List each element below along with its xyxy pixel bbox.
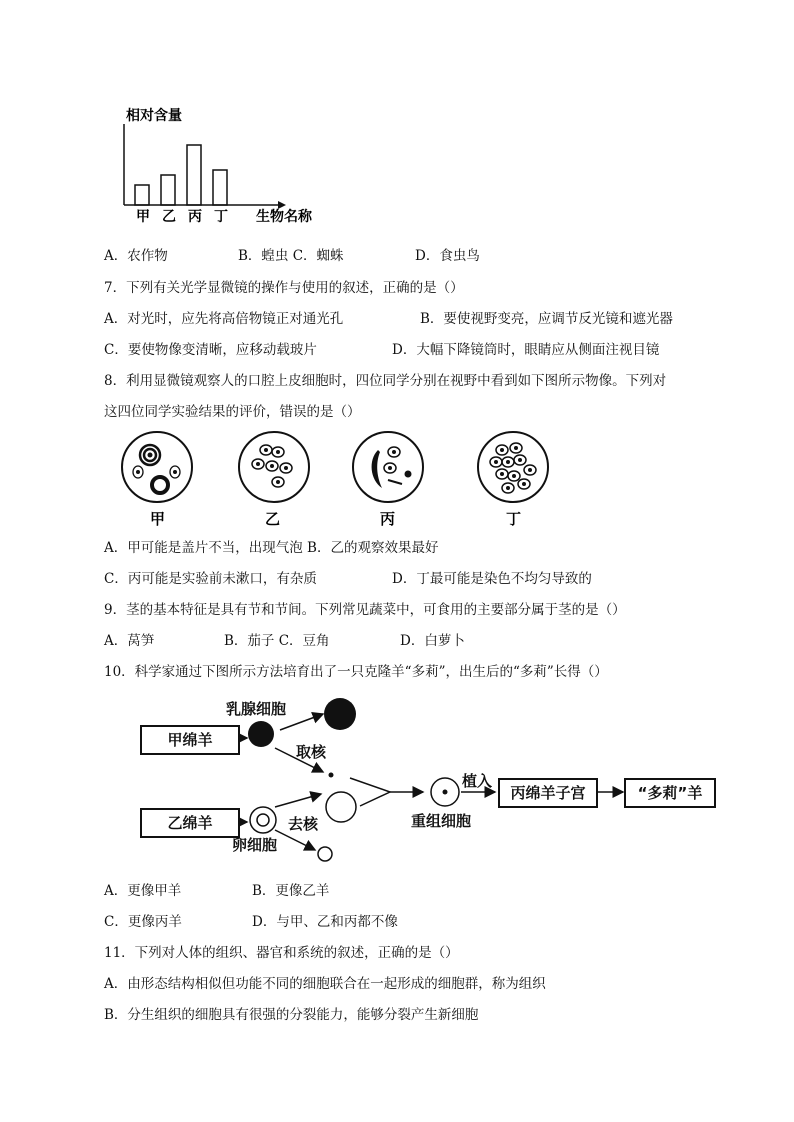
enucleated-egg xyxy=(326,792,356,822)
q8-option-d: D．丁最可能是染色不均匀导致的 xyxy=(392,571,592,587)
q9-option-bc: B．茄子 C．豆角 xyxy=(224,633,330,649)
label-remove-nucleus: 去核 xyxy=(288,815,319,833)
label-egg-cell: 卵细胞 xyxy=(232,836,278,854)
q6-option-bc: B．蝗虫 C．蜘蛛 xyxy=(238,248,344,264)
sheep-b-box: 乙绵羊 xyxy=(140,808,240,838)
q8-stem-line1: 8．利用显微镜观察人的口腔上皮细胞时，四位同学分别在视野中看到如下图所示物像。下列对 xyxy=(104,373,667,389)
q6-option-d: D．食虫鸟 xyxy=(415,248,480,264)
bar-1 xyxy=(161,175,175,205)
q7-option-b: B．要使视野变亮，应调节反光镜和遮光器 xyxy=(420,311,673,327)
sheep-a-box: 甲绵羊 xyxy=(140,725,240,755)
field-yi xyxy=(239,432,309,502)
q9-option-a: A．莴笋 xyxy=(104,633,155,649)
dolly-box: “多莉”羊 xyxy=(624,778,716,808)
y-axis-label: 相对含量 xyxy=(126,108,182,124)
x-axis-label: 生物名称 xyxy=(256,209,312,225)
label-recombined-cell: 重组细胞 xyxy=(411,812,472,830)
q10-stem: 10．科学家通过下图所示方法培育出了一只克隆羊“多莉”，出生后的“多莉”长得（） xyxy=(104,664,608,680)
label-take-nucleus: 取核 xyxy=(296,743,327,761)
field-label-ding: 丁 xyxy=(506,510,522,528)
label-mammary-cell: 乳腺细胞 xyxy=(226,700,287,718)
q9-option-d: D．白萝卜 xyxy=(400,633,465,649)
q10-option-b: B．更像乙羊 xyxy=(252,883,330,899)
field-label-jia: 甲 xyxy=(150,510,166,528)
q10-option-d: D．与甲、乙和丙都不像 xyxy=(252,914,398,930)
field-label-bing: 丙 xyxy=(380,510,396,528)
label-implant: 植入 xyxy=(462,772,493,790)
egg-cell xyxy=(250,807,276,833)
q9-stem: 9．茎的基本特征是具有节和节间。下列常见蔬菜中，可食用的主要部分属于茎的是（） xyxy=(104,602,626,618)
q8-stem-line2: 这四位同学实验结果的评价，错误的是（） xyxy=(104,404,361,420)
uterus-box: 丙绵羊子宫 xyxy=(498,778,598,808)
bar-3 xyxy=(213,170,227,205)
mammary-cell xyxy=(248,721,274,747)
q11-stem: 11．下列对人体的组织、器官和系统的叙述，正确的是（） xyxy=(104,945,459,961)
field-ding xyxy=(478,432,548,502)
q8-option-ab: A．甲可能是盖片不当，出现气泡 B．乙的观察效果最好 xyxy=(104,540,439,556)
nucleus-dot xyxy=(329,773,334,778)
q10-option-a: A．更像甲羊 xyxy=(104,883,182,899)
q7-option-c: C．要使物像变清晰，应移动载玻片 xyxy=(104,342,317,358)
category-label-0: 甲 xyxy=(136,209,150,225)
q7-option-a: A．对光时，应先将高倍物镜正对通光孔 xyxy=(104,311,344,327)
x-axis-arrow xyxy=(278,201,286,209)
enucleated-mammary-cell xyxy=(324,698,356,730)
field-bing xyxy=(353,432,423,502)
q8-option-c: C．丙可能是实验前未漱口，有杂质 xyxy=(104,571,317,587)
q6-option-a: A．农作物 xyxy=(104,248,168,264)
field-jia xyxy=(122,432,192,502)
category-label-1: 乙 xyxy=(162,209,176,225)
bar-0 xyxy=(135,185,149,205)
removed-nucleus xyxy=(318,847,332,861)
q8-microscope-fields xyxy=(110,430,560,530)
q10-option-c: C．更像丙羊 xyxy=(104,914,182,930)
bar-2 xyxy=(187,145,201,205)
q7-option-d: D．大幅下降镜筒时，眼睛应从侧面注视目镜 xyxy=(392,342,660,358)
q6-bar-chart xyxy=(110,100,350,230)
field-label-yi: 乙 xyxy=(265,510,281,528)
q7-stem: 7．下列有关光学显微镜的操作与使用的叙述，正确的是（） xyxy=(104,280,464,296)
category-label-3: 丁 xyxy=(214,209,228,225)
q11-option-a: A．由形态结构相似但功能不同的细胞联合在一起形成的细胞群，称为组织 xyxy=(104,976,546,992)
category-label-2: 丙 xyxy=(188,209,202,225)
q11-option-b: B．分生组织的细胞具有很强的分裂能力，能够分裂产生新细胞 xyxy=(104,1007,479,1023)
